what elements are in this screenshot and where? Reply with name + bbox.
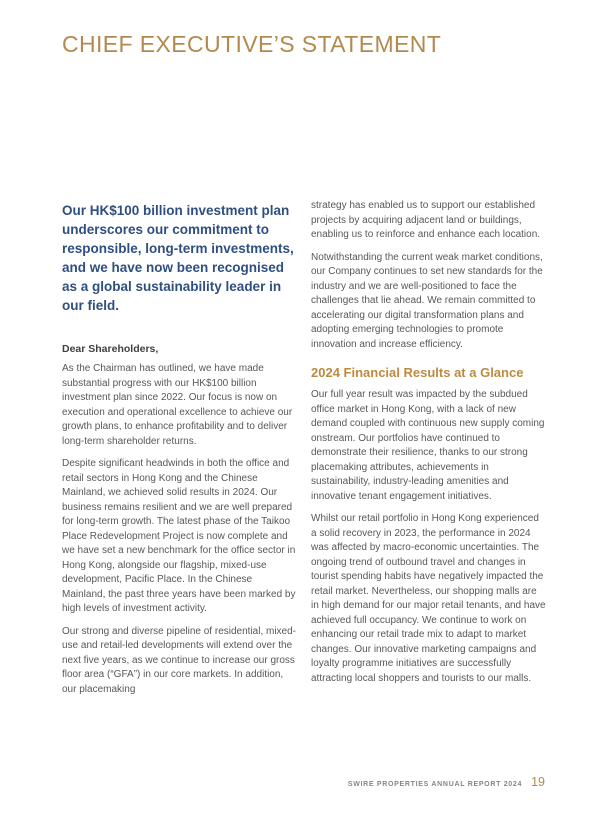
- footer-report-name: SWIRE PROPERTIES ANNUAL REPORT 2024: [347, 781, 523, 788]
- left-column: [62, 196, 298, 705]
- pull-quote: Our HK$100 billion investment plan underscores our commitment to responsible, long-term investments, and we have now been recognised as a global sustainability leader in our field.: [62, 203, 294, 313]
- page-title: CHIEF EXECUTIVE’S STATEMENT: [62, 31, 442, 57]
- content-columns: [62, 196, 547, 705]
- paragraph: As the Chairman has outlined, we have made substantial progress with our HK$100 billion investment plan since 2022. Our focus is now on execution and operational excellence to achieve our growth plans, to enhance profitability and to deliver long-term shareholder returns.: [62, 363, 293, 447]
- paragraph: Whilst our retail portfolio in Hong Kong experienced a solid recovery in 2023, the performance in 2024 was affected by macro-economic uncertainties. The ongoing trend of outbound travel and changes in tourist spending habits have negatively impacted the retail market. Nevertheless, our shopping malls are in high demand for our major retail tenants, and have achieved full occupancy. We continue to work on enhancing our retail trade mix to adapt to market changes. Our innovative marketing campaigns and loyalty programme initiatives are successfully attracting local shoppers and tourists to our malls.: [311, 513, 546, 684]
- paragraph: Notwithstanding the current weak market conditions, our Company continues to set new standards for the industry and we are well-positioned to face the challenges that lie ahead. We remain committed to accelerating our digital transformation plans and adopting emerging technologies to promote innovation and increase efficiency.: [311, 251, 543, 350]
- paragraph: strategy has enabled us to support our established projects by acquiring adjacent land or buildings, enabling us to reinforce and enhance each location.: [311, 200, 541, 240]
- salutation: Dear Shareholders,: [62, 343, 159, 355]
- right-column: [311, 196, 547, 705]
- footer-page-number: 19: [531, 775, 545, 789]
- page-footer: [348, 775, 545, 789]
- paragraph: Our full year result was impacted by the subdued office market in Hong Kong, with a lack of new demand coupled with continuous new supply coming onstream. Our portfolios have continued to demonstrate their resilience, thanks to our strong placemaking attributes, achievements in sustainability, industry-leading amenities and innovative tenant engagement initiatives.: [311, 389, 545, 502]
- section-heading-financial-results: 2024 Financial Results at a Glance: [311, 365, 524, 380]
- paragraph: Our strong and diverse pipeline of residential, mixed-use and retail-led developments will extend over the next five years, as we continue to increase our gross floor area (“GFA”) in our core markets. In addition, our placemaking: [62, 625, 297, 695]
- paragraph: Despite significant headwinds in both the office and retail sectors in Hong Kong and the Chinese Mainland, we achieved solid results in 2024. Our business remains resilient and we are well prepared for long-term growth. The latest phase of the Taikoo Place Redevelopment Project is now complete and we have set a new benchmark for the office sector in Hong Kong, alongside our flagship, mixed-use development, Pacific Place. In the Chinese Mainland, the past three years have been marked by high levels of investment activity.: [62, 458, 296, 614]
